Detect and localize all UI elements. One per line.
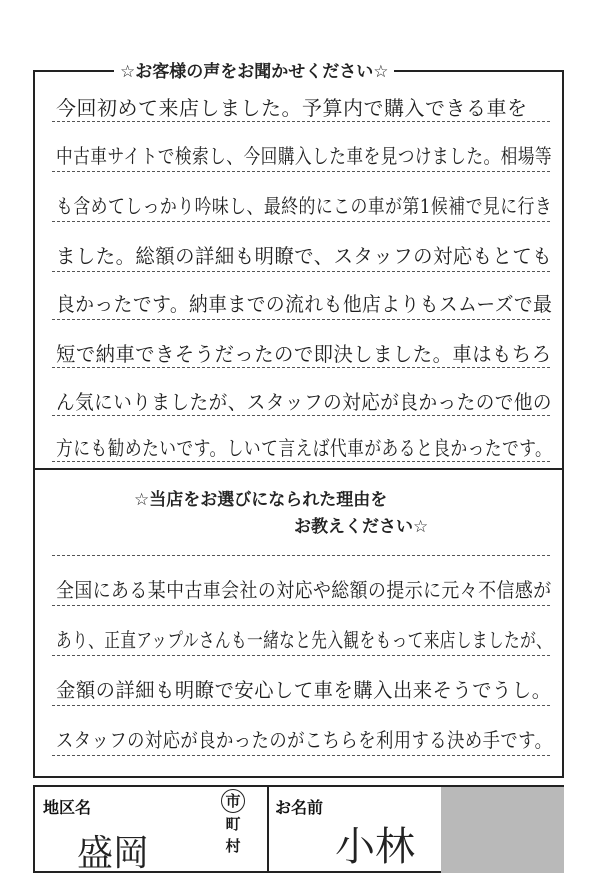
ruled-line xyxy=(52,120,550,122)
reason-title-line1: ☆当店をお選びになられた理由を xyxy=(128,485,393,510)
reason-line: 全国にある某中古車会社の対応や総額の提示に元々不信感が xyxy=(56,578,552,602)
voice-line: 短で納車できそうだったので即決しました。車はもちろ xyxy=(56,342,552,366)
redaction-block xyxy=(441,787,564,873)
ruled-line xyxy=(52,318,550,320)
ruled-line xyxy=(52,220,550,222)
form-divider xyxy=(267,787,269,871)
city-type-option-selected: 市 xyxy=(221,789,245,813)
ruled-line xyxy=(52,270,550,272)
ruled-line xyxy=(52,170,550,172)
ruled-line xyxy=(52,366,550,368)
voice-line: 中古車サイトで検索し、今回購入した車を見つけました。相場等 xyxy=(56,144,553,168)
ruled-line xyxy=(52,554,550,556)
ruled-line xyxy=(52,754,550,756)
voice-line: 良かったです。納車までの流れも他店よりもスムーズで最 xyxy=(56,292,553,316)
voice-line: 方にも勧めたいです。しいて言えば代車があると良かったです。 xyxy=(56,436,553,460)
voice-line: 今回初めて来店しました。予算内で購入できる車を xyxy=(56,96,528,120)
customer-voice-title: ☆お客様の声をお聞かせください☆ xyxy=(114,57,394,82)
ruled-line xyxy=(52,704,550,706)
city-type-option: 村 xyxy=(225,837,241,855)
reason-line: スタッフの対応が良かったのがこちらを利用する決め手です。 xyxy=(56,728,553,752)
customer-info-form xyxy=(33,785,564,873)
ruled-line xyxy=(52,460,550,462)
city-type-selector xyxy=(220,789,246,857)
reason-title-line2: お教えください☆ xyxy=(288,512,434,537)
voice-line: も含めてしっかり吟味し、最終的にこの車が第1候補で見に行き xyxy=(56,194,553,218)
district-value: 盛岡 xyxy=(77,833,150,874)
voice-line: ました。総額の詳細も明瞭で、スタッフの対応もとても xyxy=(56,244,553,268)
name-value: 小林 xyxy=(335,824,415,870)
voice-line: ん気にいりましたが、スタッフの対応が良かったので他の xyxy=(56,390,552,414)
district-label: 地区名 xyxy=(43,798,92,817)
ruled-line xyxy=(52,654,550,656)
ruled-line xyxy=(52,414,550,416)
city-type-option: 町 xyxy=(225,815,241,833)
reason-line: 金額の詳細も明瞭で安心して車を購入出来そうでうし。 xyxy=(56,678,552,702)
ruled-line xyxy=(52,604,550,606)
reason-line: あり、正直アップルさんも一緒なと先入観をもって来店しましたが、 xyxy=(56,628,553,652)
name-label: お名前 xyxy=(275,798,324,817)
